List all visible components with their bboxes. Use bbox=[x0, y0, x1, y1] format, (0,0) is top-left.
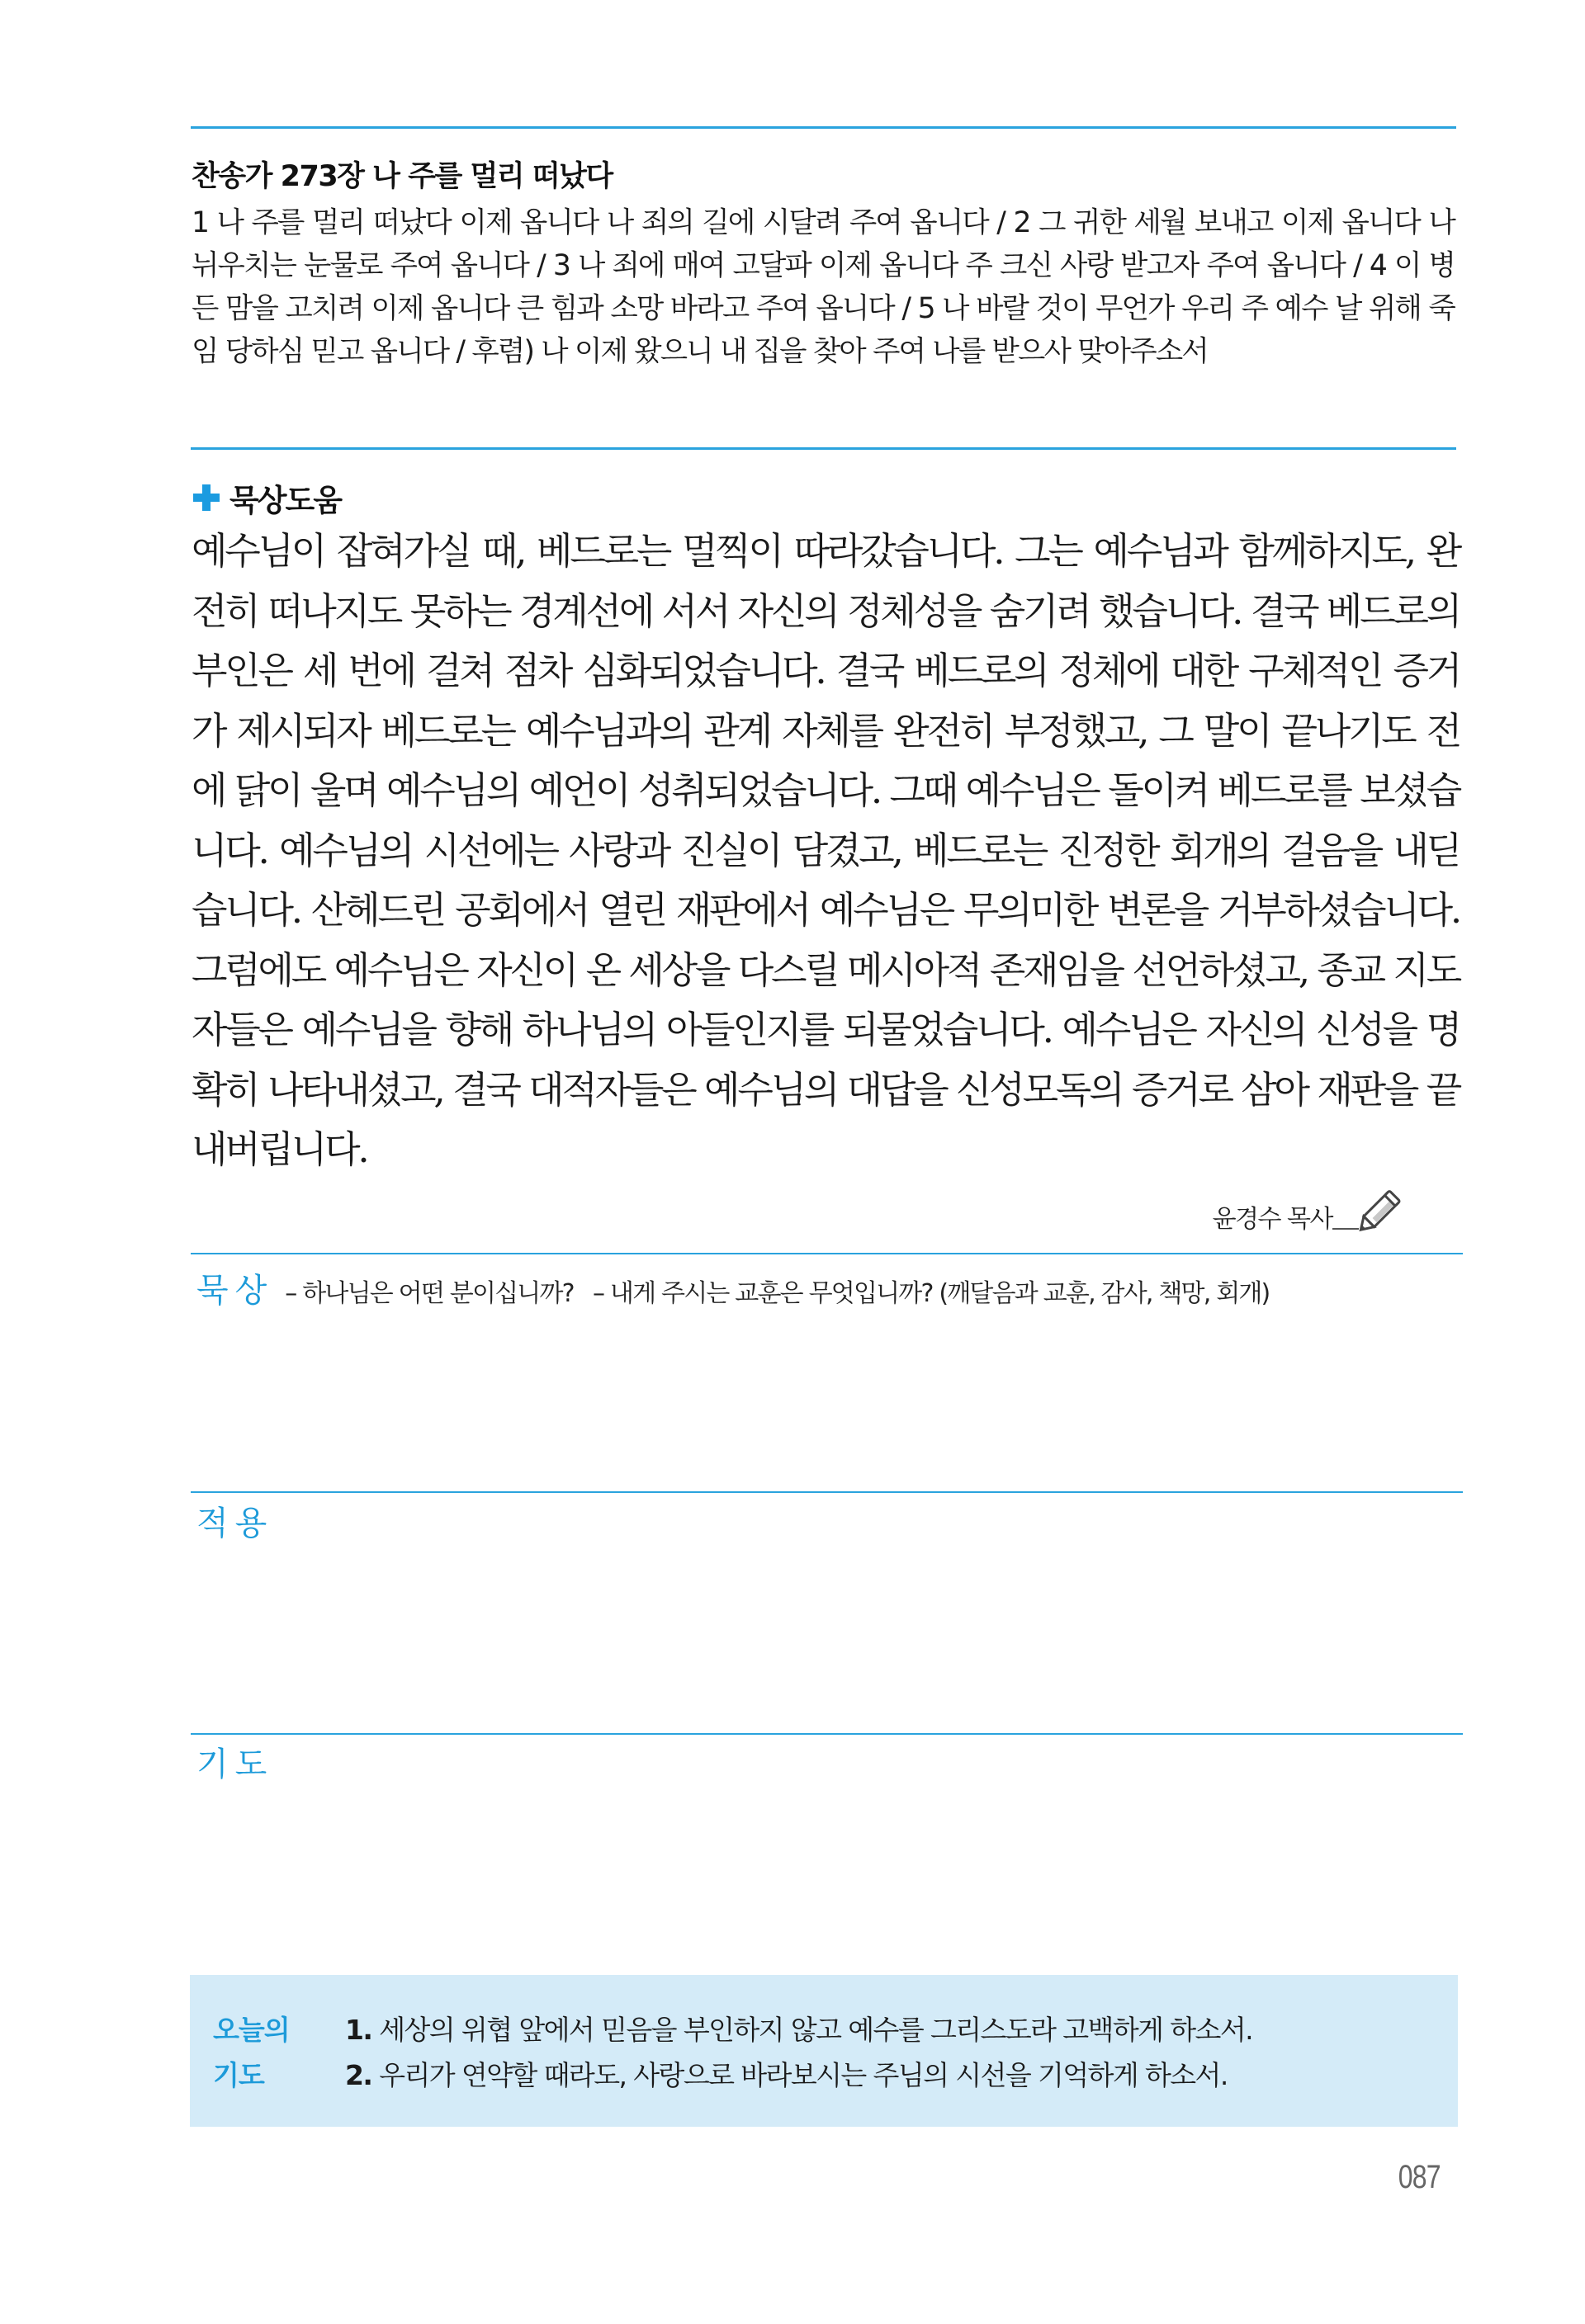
meditate-writing-area[interactable] bbox=[191, 1320, 1463, 1494]
meditate-label: 묵상 bbox=[196, 1272, 274, 1310]
pray-writing-area[interactable] bbox=[191, 1783, 1463, 1964]
todays-prayer-list bbox=[345, 2007, 1252, 2098]
plus-icon bbox=[193, 484, 220, 511]
prayer-item: 1. 세상의 위협 앞에서 믿음을 부인하지 않고 예수를 그리스도라 고백하게 하소서. bbox=[345, 2014, 1252, 2046]
signature-line bbox=[1332, 1228, 1359, 1230]
hymn-divider bbox=[191, 447, 1456, 450]
apply-writing-area[interactable] bbox=[191, 1543, 1463, 1733]
author-name: 윤경수 목사 bbox=[1212, 1205, 1332, 1234]
pray-divider bbox=[191, 1733, 1463, 1735]
hymn-title: 찬송가 273장 나 주를 멀리 떠났다 bbox=[192, 160, 613, 193]
pencil-icon bbox=[1357, 1182, 1410, 1235]
page-number: 087 bbox=[1398, 2159, 1441, 2195]
meditation-help-header bbox=[193, 475, 341, 520]
meditation-help-title: 묵상도움 bbox=[229, 483, 341, 518]
todays-prayer-label-line1: 오늘의 bbox=[213, 2014, 290, 2046]
meditate-section-header bbox=[196, 1264, 1269, 1311]
todays-prayer-label-line2: 기도 bbox=[213, 2059, 264, 2091]
meditation-help-body: 예수님이 잡혀가실 때, 베드로는 멀찍이 따라갔습니다. 그는 예수님과 함께하지도, 완전히 떠나지도 못하는 경계선에 서서 자신의 정체성을 숨기려 했습니다. 결국 베드로의 부인은 세 번에 걸쳐 점차 심화되었습니다. 결국 베드로의 정체에 대한 구체적인 증거가 제시되자 베드로는 예수님과의 관계 자체를 완전히 부정했고, 그 말이 끝나기도 전에 닭이 울며 예수님의 예언이 성취되었습니다. 그때 예수님은 돌이켜 베드로를 보셨습니다. 예수님의 시선에는 사랑과 진실이 담겼고, 베드로는 진정한 회개의 걸음을 내딛습니다. 산헤드린 공회에서 열린 재판에서 예수님은 무의미한 변론을 거부하셨습니다. 그럼에도 예수님은 자신이 온 세상을 다스릴 메시아적 존재임을 선언하셨고, 종교 지도자들은 예수님을 향해 하나님의 아들인지를 되물었습니다. 예수님은 자신의 신성을 명확히 나타내셨고, 결국 대적자들은 예수님의 대답을 신성모독의 증거로 삼아 재판을 끝내버립니다. bbox=[192, 529, 1460, 1171]
prayer-item: 2. 우리가 연약할 때라도, 사랑으로 바라보시는 주님의 시선을 기억하게 하소서. bbox=[345, 2059, 1228, 2091]
meditate-divider bbox=[191, 1253, 1463, 1254]
apply-label: 적용 bbox=[196, 1504, 274, 1542]
pray-label: 기도 bbox=[196, 1745, 274, 1783]
apply-divider bbox=[191, 1491, 1463, 1493]
author-signature bbox=[1213, 1182, 1410, 1235]
hymn-lyrics: 1 나 주를 멀리 떠났다 이제 옵니다 나 죄의 길에 시달려 주여 옵니다 / 2 그 귀한 세월 보내고 이제 옵니다 나 뉘우치는 눈물로 주여 옵니다 / 3 나 죄에 매여 고달파 이제 옵니다 주 크신 사랑 받고자 주여 옵니다 / 4 이 병든 맘을 고치려 이제 옵니다 큰 힘과 소망 바라고 주여 옵니다 / 5 나 바랄 것이 무언가 우리 주 예수 날 위해 죽임 당하심 믿고 옵니다 / 후렴) 나 이제 왔으니 내 집을 찾아 주여 나를 받으사 맞아주소서 bbox=[192, 206, 1455, 368]
todays-prayer-label bbox=[213, 2007, 290, 2098]
top-divider bbox=[191, 126, 1456, 129]
meditate-prompt: – 하나님은 어떤 분이십니까? – 내게 주시는 교훈은 무엇입니까? (깨달음과 교훈, 감사, 책망, 회개) bbox=[285, 1279, 1270, 1308]
